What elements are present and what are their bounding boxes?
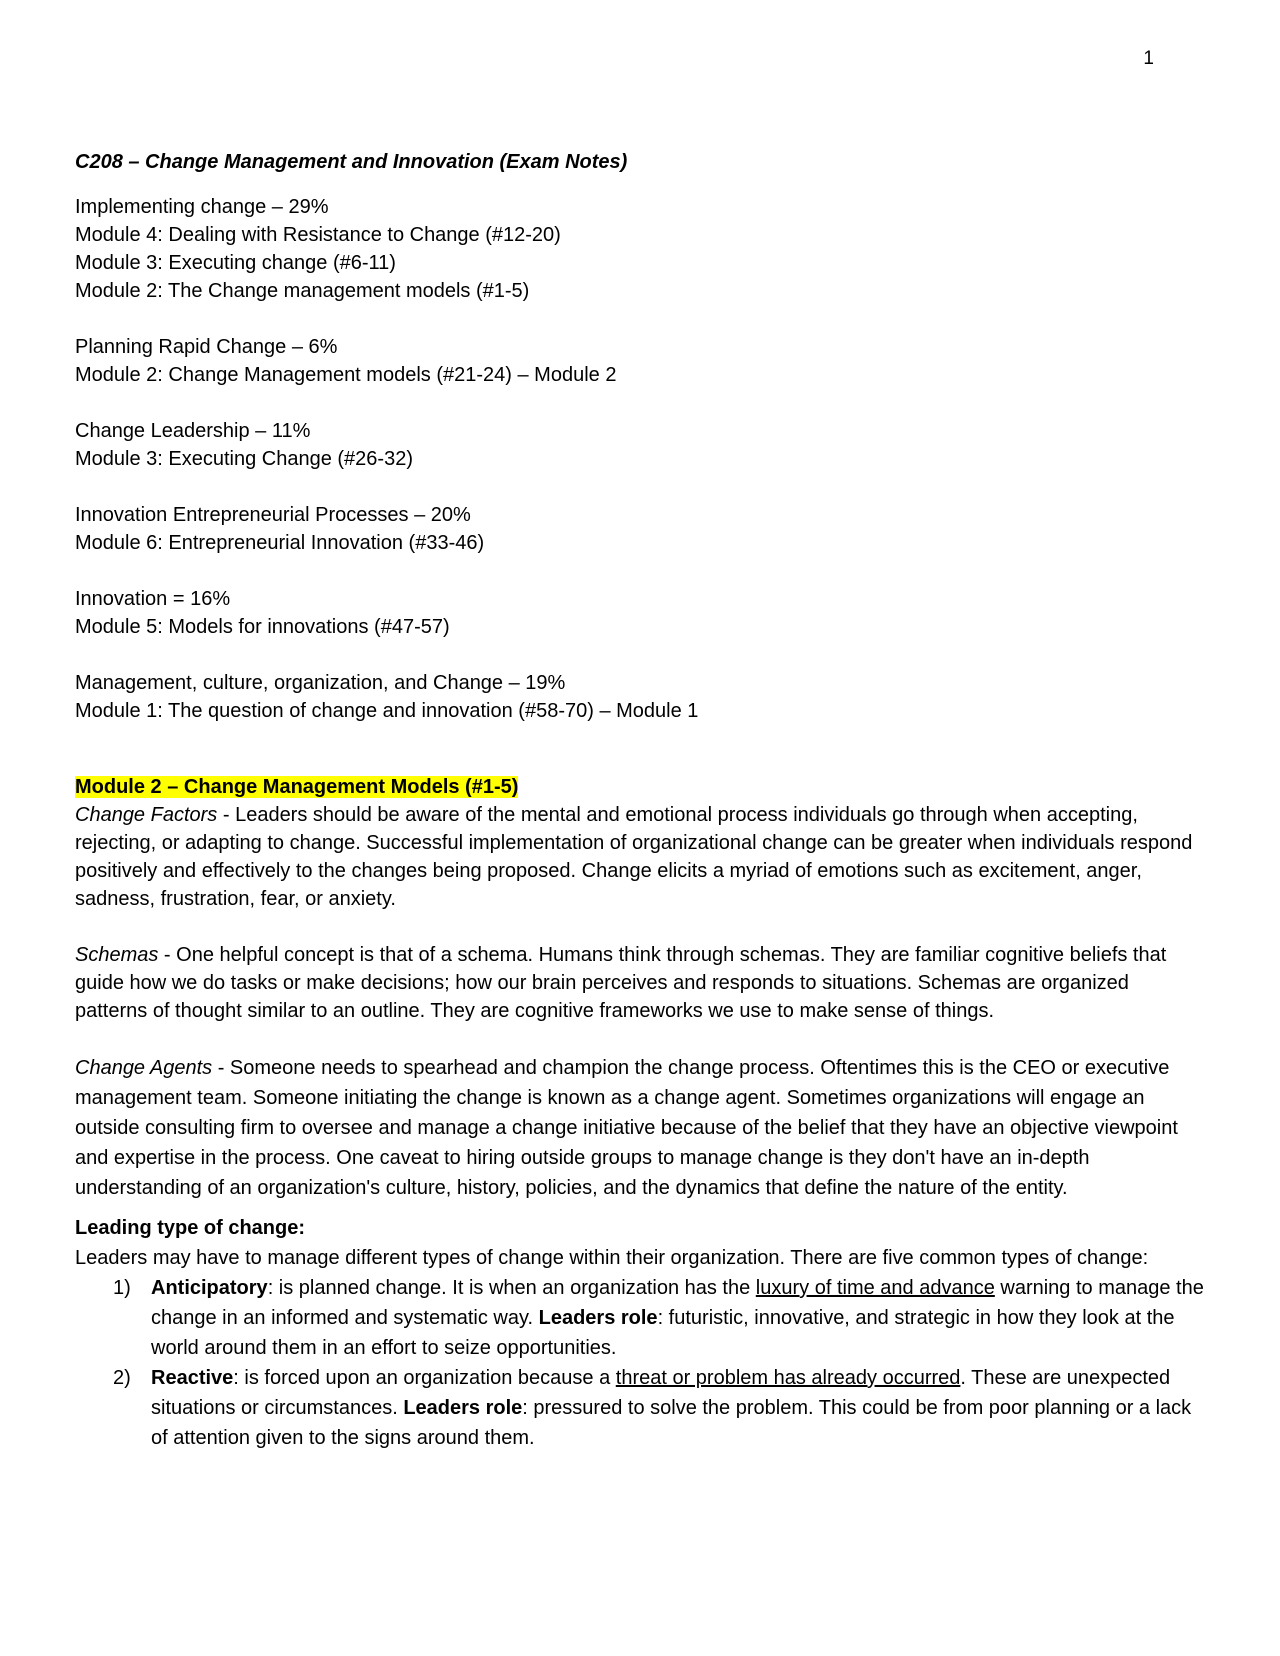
leading-type-heading: Leading type of change: [75, 1217, 306, 1239]
type-underlined: threat or problem has already occurred [615, 1367, 961, 1389]
document-title: C208 – Change Management and Innovation (Exam Notes) [75, 151, 628, 173]
section-header: Innovation = 16% [75, 588, 231, 610]
type-text: warning to manage the change in an informed and systematic way. [151, 1277, 1204, 1329]
list-number: 1) [113, 1277, 131, 1299]
leading-type-intro: Leaders may have to manage different types of change within their organization. There are five common types of change: [75, 1247, 1149, 1269]
term-schemas: Schemas [75, 944, 159, 966]
paragraph-schemas [75, 941, 1205, 1025]
list-item [75, 1273, 1205, 1363]
type-name: Anticipatory [151, 1277, 268, 1299]
exam-section [75, 333, 1205, 389]
document-body [75, 148, 1205, 1453]
section-header: Change Leadership – 11% [75, 420, 311, 442]
paragraph-text: - Someone needs to spearhead and champion the change process. Oftentimes this is the CEO or executive management team. Someone initiating the change is known as a change agent. Sometimes organizations will engage an outside consulting firm to oversee and manage a change initiative because of the belief that they have an objective viewpoint and expertise in the process. One caveat to hiring outside groups to manage change is they don't have an in-depth understanding of an organization's culture, history, policies, and the dynamics that define the nature of the entity. [75, 1057, 1178, 1199]
section-line: Module 4: Dealing with Resistance to Change (#12-20) [75, 224, 561, 246]
list-number: 2) [113, 1367, 131, 1389]
section-line: Module 5: Models for innovations (#47-57) [75, 616, 450, 638]
module-2-heading [75, 773, 1205, 801]
paragraph-change-factors [75, 801, 1205, 913]
type-text: . These are unexpected situations or circumstances. [151, 1367, 1171, 1419]
exam-section [75, 585, 1205, 641]
section-header: Management, culture, organization, and Change – 19% [75, 672, 566, 694]
exam-section [75, 501, 1205, 557]
section-line: Module 6: Entrepreneurial Innovation (#33-46) [75, 532, 485, 554]
section-line: Module 1: The question of change and innovation (#58-70) – Module 1 [75, 700, 699, 722]
leaders-role-text: : futuristic, innovative, and strategic in how they look at the world around them in an effort to seize opportunities. [151, 1307, 1175, 1359]
exam-section [75, 193, 1205, 305]
type-name: Reactive [151, 1367, 234, 1389]
section-header: Implementing change – 29% [75, 196, 329, 218]
page-number: 1 [1143, 48, 1154, 69]
list-item [75, 1363, 1205, 1453]
type-text: : is forced upon an organization because a [233, 1367, 616, 1389]
section-line: Module 2: The Change management models (#1-5) [75, 280, 530, 302]
section-header: Planning Rapid Change – 6% [75, 336, 338, 358]
paragraph-text: - Leaders should be aware of the mental and emotional process individuals go through when accepting, rejecting, or adapting to change. Successful implementation of organizational change can be greater when individuals respond positively and effectively to the changes being proposed. Change elicits a myriad of emotions such as excitement, anger, sadness, frustration, fear, or anxiety. [75, 804, 1193, 910]
term-change-factors: Change Factors [75, 804, 218, 826]
paragraph-text: - One helpful concept is that of a schema. Humans think through schemas. They are familiar cognitive beliefs that guide how we do tasks or make decisions; how our brain perceives and responds to situations. Schemas are organized patterns of thought similar to an outline. They are cognitive frameworks we use to make sense of things. [75, 944, 1167, 1022]
section-line: Module 3: Executing change (#6-11) [75, 252, 396, 274]
type-text: : is planned change. It is when an organization has the [267, 1277, 756, 1299]
exam-section [75, 417, 1205, 473]
term-change-agents: Change Agents [75, 1057, 213, 1079]
leaders-role-text: : pressured to solve the problem. This could be from poor planning or a lack of attention given to the signs around them. [151, 1397, 1192, 1449]
section-header: Innovation Entrepreneurial Processes – 20% [75, 504, 471, 526]
change-types-list [75, 1273, 1205, 1453]
exam-section [75, 669, 1205, 725]
leaders-role-label: Leaders role [538, 1307, 658, 1329]
paragraph-change-agents [75, 1053, 1205, 1203]
section-line: Module 2: Change Management models (#21-24) – Module 2 [75, 364, 617, 386]
section-line: Module 3: Executing Change (#26-32) [75, 448, 413, 470]
module-2-heading-text: Module 2 – Change Management Models (#1-5) [75, 776, 519, 798]
leaders-role-label: Leaders role [403, 1397, 523, 1419]
type-underlined: luxury of time and advance [755, 1277, 995, 1299]
